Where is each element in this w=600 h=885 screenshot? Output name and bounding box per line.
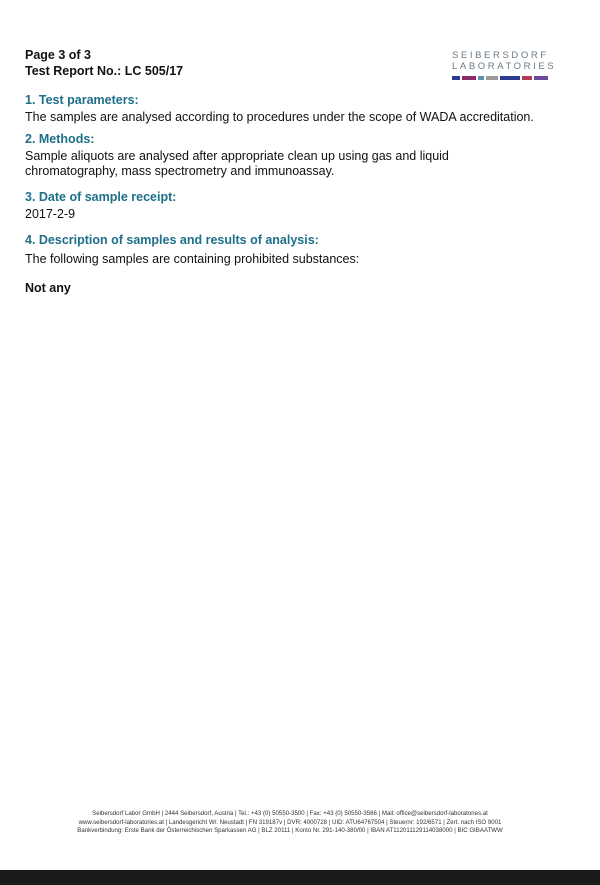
section-body-test-parameters: The samples are analysed according to procedures under the scope of WADA accreditation. [25,110,534,124]
logo-bar-segment [478,76,484,80]
section-title-test-parameters: 1. Test parameters: [25,93,139,107]
footer-line-company: Seibersdorf Labor GmbH | 2444 Seibersdorf, Austria | Tel.: +43 (0) 50550-3500 | Fax: +43 (0) 50550-3566 | Mail: office@seibersdorf-laboratories.at [92,810,488,817]
section-body-description: The following samples are containing prohibited substances: [25,252,360,266]
bottom-bar [0,870,600,885]
section-title-date-receipt: 3. Date of sample receipt: [25,190,177,204]
section-body-date-receipt: 2017-2-9 [25,207,76,221]
logo-color-bar [452,76,552,80]
page-number: Page 3 of 3 [25,48,91,62]
footer-line-registration: www.seibersdorf-laboratories.at | Landesgericht Wr. Neustadt | FN 319187v | DVR: 4000728 | UID: ATU64767504 | Steuernr: 192/6571 | Zert. nach ISO 9001 [78,818,502,826]
analysis-result: Not any [25,281,71,295]
report-header [25,47,183,79]
section-title-methods: 2. Methods: [25,132,95,146]
logo-bar-segment [452,76,460,80]
report-footer [0,810,580,836]
logo-bar-segment [534,76,548,80]
logo-line-1: SEIBERSDORF [452,50,549,61]
footer-line-bank: Bankverbindung: Erste Bank der Österreichischen Sparkassen AG | BLZ 20111 | Konto Nr. 291-140-380/00 | IBAN AT112011129114038000 | BIC GIBAATWW [77,827,503,834]
report-content [25,92,565,296]
seibersdorf-logo [452,50,557,80]
logo-line-2: LABORATORIES [452,61,557,72]
logo-bar-segment [522,76,532,80]
section-body-methods: Sample aliquots are analysed after appropriate clean up using gas and liquid chromatography, mass spectrometry and immunoassay. [25,149,449,178]
section-title-description: 4. Description of samples and results of analysis: [25,233,319,247]
logo-bar-segment [462,76,476,80]
report-number: Test Report No.: LC 505/17 [25,64,184,78]
logo-bar-segment [486,76,498,80]
logo-bar-segment [500,76,520,80]
